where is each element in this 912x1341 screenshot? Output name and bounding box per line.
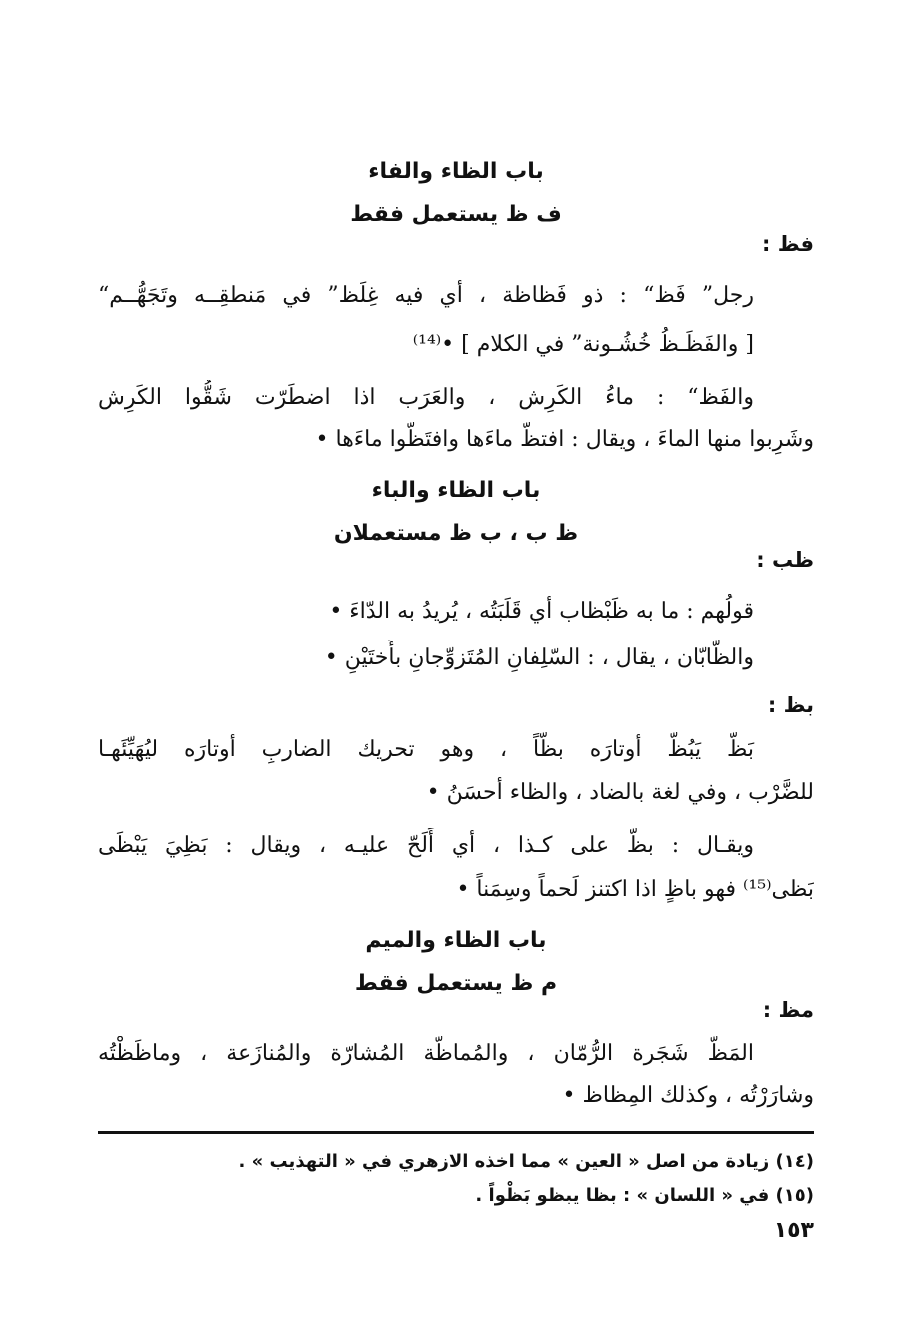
footnote-14: (١٤) زيادة من اصل « العين » مما اخذه الازهري في « التهذيب » . bbox=[238, 1151, 814, 1172]
text-line: وشَرِبوا منها الماءَ ، ويقال : افتظّ ماءَها وافتَظّوا ماءَها • bbox=[315, 427, 814, 452]
text-line: للضَّرْب ، وفي لغة بالضاد ، والظاء أحسَنُ • bbox=[426, 780, 814, 805]
section-title-zaa-baa: باب الظاء والباء bbox=[371, 478, 541, 503]
footnote-15: (١٥) في « اللسان » : بظا يبظو بَظْواً . bbox=[475, 1185, 814, 1206]
root-heading-mz: مظ : bbox=[762, 998, 814, 1022]
text-line: المَظّ شَجَرة الرُّمّان ، والمُماظّة المُشارّة والمُنازَعة ، وماظَظْتُه bbox=[98, 1041, 754, 1066]
section-subtitle-fz: ف ظ يستعمل فقط bbox=[350, 202, 562, 227]
text-line: بَظّ يَبُظّ أوتارَه بظّاً ، وهو تحريك الضاربِ أوتارَه ليُهَيِّئَهـا bbox=[98, 737, 754, 762]
text-line: بَظى⁽¹⁵⁾ فهو باظٍ اذا اكتنز لَحماً وسِمَناً • bbox=[456, 877, 814, 902]
root-heading-fz: فظ : bbox=[762, 232, 814, 256]
section-subtitle-mz: م ظ يستعمل فقط bbox=[354, 971, 558, 996]
text-line: ويقـال : بظّ على كـذا ، أي أَلَحّ عليـه ، ويقال : بَظِيَ يَبْظَى bbox=[98, 833, 754, 858]
section-title-zaa-faa: باب الظاء والفاء bbox=[368, 159, 544, 184]
text-line: والفَظ“ : ماءُ الكَرِش ، والعَرَب اذا اضطَرّت شَقُّوا الكَرِش bbox=[98, 385, 754, 410]
text-line: رجل” فَظ“ : ذو فَظاظة ، أي فيه غِلَظ” في مَنطقِــه وتَجَهُّــم“ bbox=[98, 283, 754, 308]
text-line: [ والفَظَـظُ خُشُـونة” في الكلام ] •⁽¹⁴⁾ bbox=[412, 332, 754, 357]
root-heading-bz: بظ : bbox=[767, 693, 814, 717]
text-line: والظّابّان ، يقال ، : السّلِفانِ المُتَزوِّجانِ بأُختَيْنِ • bbox=[324, 645, 754, 670]
root-heading-zb: ظب : bbox=[756, 548, 814, 572]
text-line: وشارَرْتُه ، وكذلك المِظاظ • bbox=[562, 1083, 814, 1108]
footnote-divider bbox=[98, 1131, 814, 1134]
section-subtitle-zb: ظ ب ، ب ظ مستعملان bbox=[333, 521, 579, 546]
text-line: قولُهم : ما به ظَبْظاب أي قَلَبَتُه ، يُريدُ به الدّاءَ • bbox=[329, 599, 754, 624]
page-number: ١٥٣ bbox=[773, 1218, 814, 1243]
section-title-zaa-meem: باب الظاء والميم bbox=[365, 928, 547, 953]
